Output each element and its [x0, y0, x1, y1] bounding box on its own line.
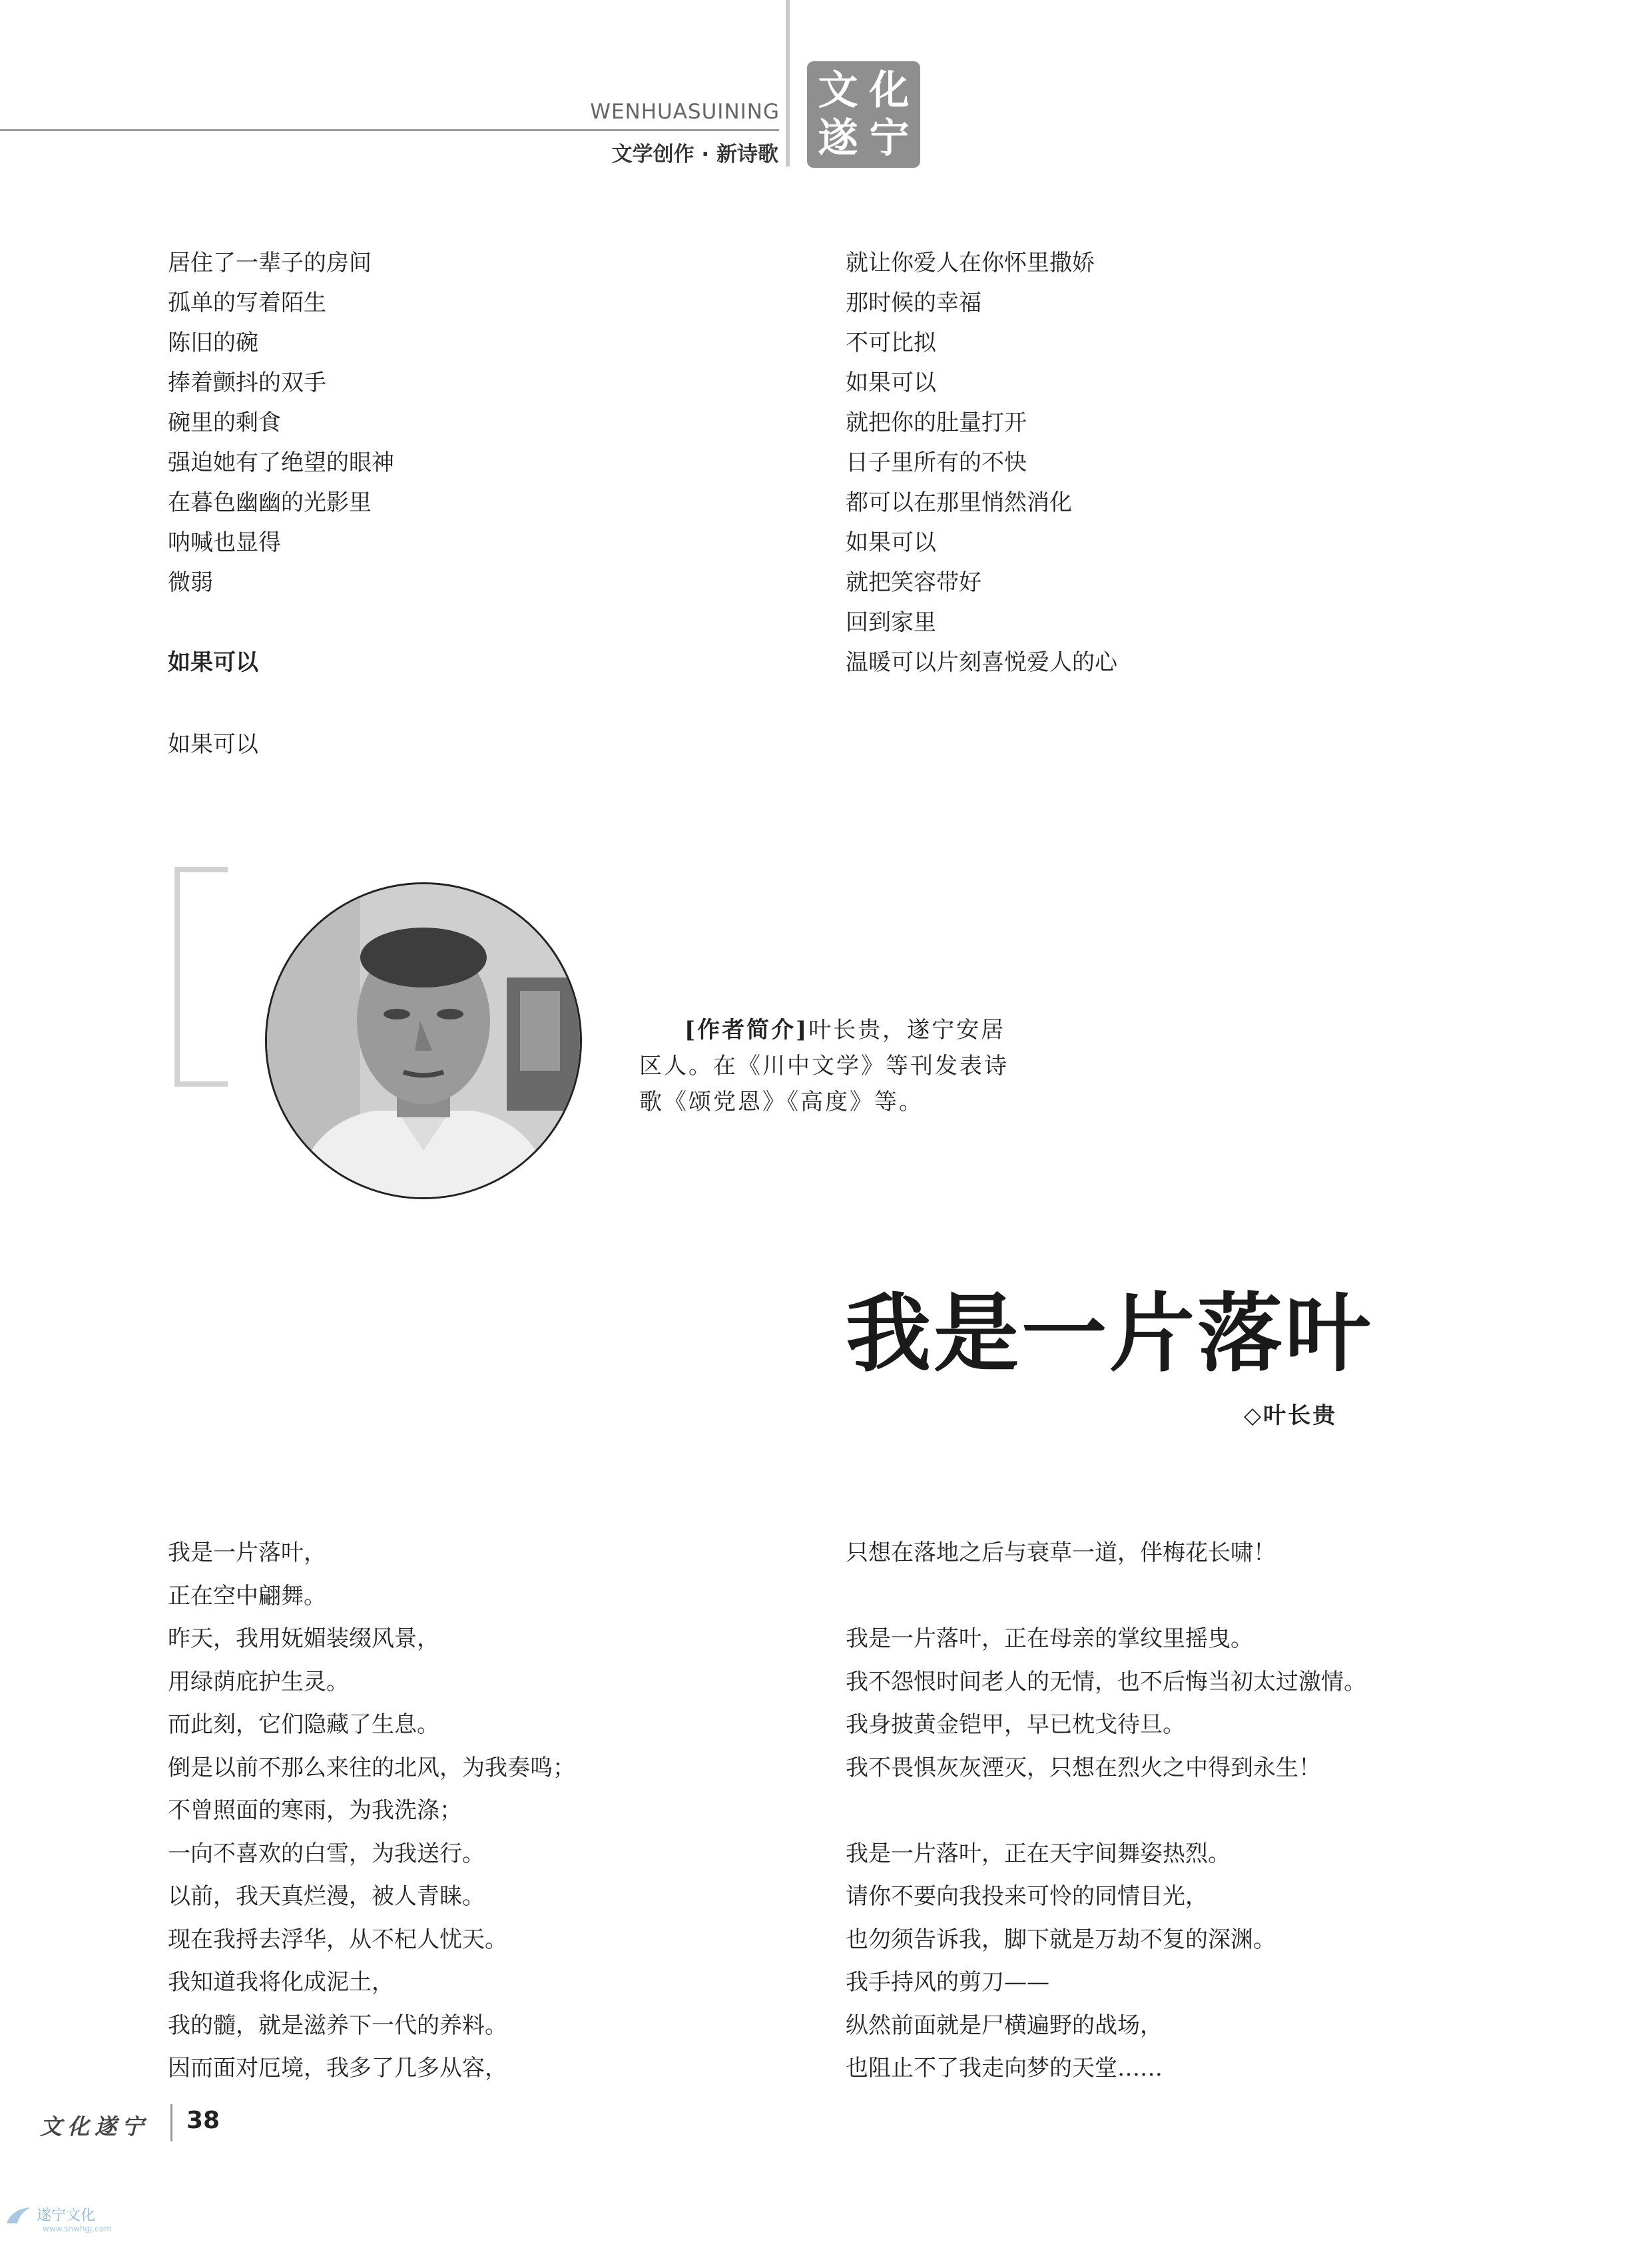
header-rule	[0, 129, 779, 131]
poem-line: 我是一片落叶，	[168, 1540, 326, 1566]
header-section: 文学创作 · 新诗歌	[611, 142, 778, 166]
poem1-repeat-line: 如果可以	[168, 731, 258, 758]
poem-line: 现在我捋去浮华，从不杞人忧天。	[168, 1926, 507, 1953]
poem-line: 就让你爱人在你怀里撒娇	[846, 250, 1095, 276]
page-number: 38	[186, 2107, 220, 2134]
poem-line: 在暮色幽幽的光影里	[168, 489, 372, 516]
poem-line: 而此刻，它们隐藏了生息。	[168, 1711, 439, 1738]
poem1-left-column	[168, 243, 394, 603]
poem-line: 我不怨恨时间老人的无情，也不后悔当初太过激情。	[846, 1668, 1366, 1695]
poem-line	[846, 1789, 1366, 1832]
poem-line: 也阻止不了我走向梦的天堂……	[846, 2055, 1163, 2082]
poem-line: 我手持风的剪刀——	[846, 1969, 1049, 1996]
watermark-logo	[5, 2204, 95, 2226]
author-bracket	[174, 867, 228, 1087]
poem-line: 居住了一辈子的房间	[168, 250, 372, 276]
footer-divider	[170, 2104, 172, 2141]
poem-line: 微弱	[168, 569, 213, 596]
poem2-title: 我是一片落叶	[846, 1284, 1374, 1384]
poem-line: 都可以在那里悄然消化	[846, 489, 1072, 516]
poem-line: 也勿须告诉我，脚下就是万劫不复的深渊。	[846, 1926, 1276, 1953]
poem-line: 我身披黄金铠甲，早已枕戈待旦。	[846, 1711, 1185, 1738]
poem-line: 温暖可以片刻喜悦爱人的心	[846, 649, 1117, 676]
poem-line: 孤单的写着陌生	[168, 290, 326, 316]
wing-icon	[5, 2206, 32, 2226]
poem-line: 请你不要向我投来可怜的同情目光，	[846, 1883, 1208, 1910]
footer-magazine-name: 文化遂宁	[40, 2113, 149, 2139]
author-bio-label: [作者简介]	[685, 1017, 809, 1043]
poem-line: 强迫她有了绝望的眼神	[168, 449, 394, 476]
seal-char: 文	[818, 67, 858, 114]
poem-line: 捧着颤抖的双手	[168, 370, 326, 396]
watermark-url: www.snwhgj.com	[43, 2224, 112, 2233]
header-divider	[786, 0, 790, 166]
author-bio-line: 区人。在《川中文学》等刊发表诗	[639, 1053, 1009, 1079]
poem-line: 就把笑容带好	[846, 569, 981, 596]
poem-line: 倒是以前不那么来往的北风，为我奏鸣；	[168, 1754, 575, 1781]
poem-line: 正在空中翩舞。	[168, 1582, 326, 1609]
poem-line: 那时候的幸福	[846, 290, 981, 316]
author-bio-line: 歌《颂党恩》《高度》等。	[639, 1089, 924, 1115]
poem2-right-column	[846, 1532, 1366, 2090]
poem-line: 陈旧的碗	[168, 330, 258, 356]
poem-line: 我的髓，就是滋养下一代的养料。	[168, 2012, 507, 2039]
poem-line: 一向不喜欢的白雪，为我送行。	[168, 1840, 485, 1867]
author-bio	[639, 1012, 1039, 1120]
poem-line: 如果可以	[846, 529, 936, 556]
header-english-title: WENHUASUINING	[590, 100, 780, 124]
author-bio-text: 叶长贵，遂宁安居	[808, 1017, 1006, 1043]
watermark-text: 遂宁文化	[37, 2207, 96, 2224]
seal-char: 遂	[818, 115, 858, 162]
poem-line: 我是一片落叶，正在天宇间舞姿热烈。	[846, 1840, 1231, 1867]
seal-char: 宁	[869, 115, 910, 162]
poem1-heading: 如果可以	[168, 649, 258, 676]
seal-char: 化	[869, 67, 910, 114]
poem2-left-column	[168, 1532, 575, 2090]
poem-line: 昨天，我用妩媚装缀风景，	[168, 1625, 439, 1652]
author-photo	[265, 882, 582, 1199]
poem-line: 呐喊也显得	[168, 529, 281, 556]
poem-line: 我不畏惧灰灰湮灭，只想在烈火之中得到永生！	[846, 1754, 1321, 1781]
poem-line: 我是一片落叶，正在母亲的掌纹里摇曳。	[846, 1625, 1253, 1652]
poem-line: 以前，我天真烂漫，被人青睐。	[168, 1883, 485, 1910]
poem2-byline: ◇叶长贵	[1244, 1402, 1338, 1429]
poem-line: 碗里的剩食	[168, 410, 281, 436]
poem-line: 不曾照面的寒雨，为我洗涤；	[168, 1797, 462, 1824]
author-portrait-icon	[267, 884, 580, 1197]
poem1-right-column	[846, 243, 1117, 683]
poem-line: 纵然前面就是尸横遍野的战场，	[846, 2012, 1163, 2039]
poem-line: 我知道我将化成泥土，	[168, 1969, 394, 1996]
seal-logo	[807, 61, 920, 168]
poem-line: 用绿荫庇护生灵。	[168, 1668, 349, 1695]
poem-line: 回到家里	[846, 609, 936, 636]
poem-line: 就把你的肚量打开	[846, 410, 1027, 436]
author-bio-line	[639, 1012, 1039, 1048]
poem-line: 因而面对厄境，我多了几多从容，	[168, 2055, 507, 2082]
poem-line: 只想在落地之后与衰草一道，伴梅花长啸！	[846, 1540, 1276, 1566]
poem-line: 如果可以	[846, 370, 936, 396]
poem-line: 日子里所有的不快	[846, 449, 1027, 476]
poem-line: 不可比拟	[846, 330, 936, 356]
poem-line	[846, 1575, 1366, 1618]
